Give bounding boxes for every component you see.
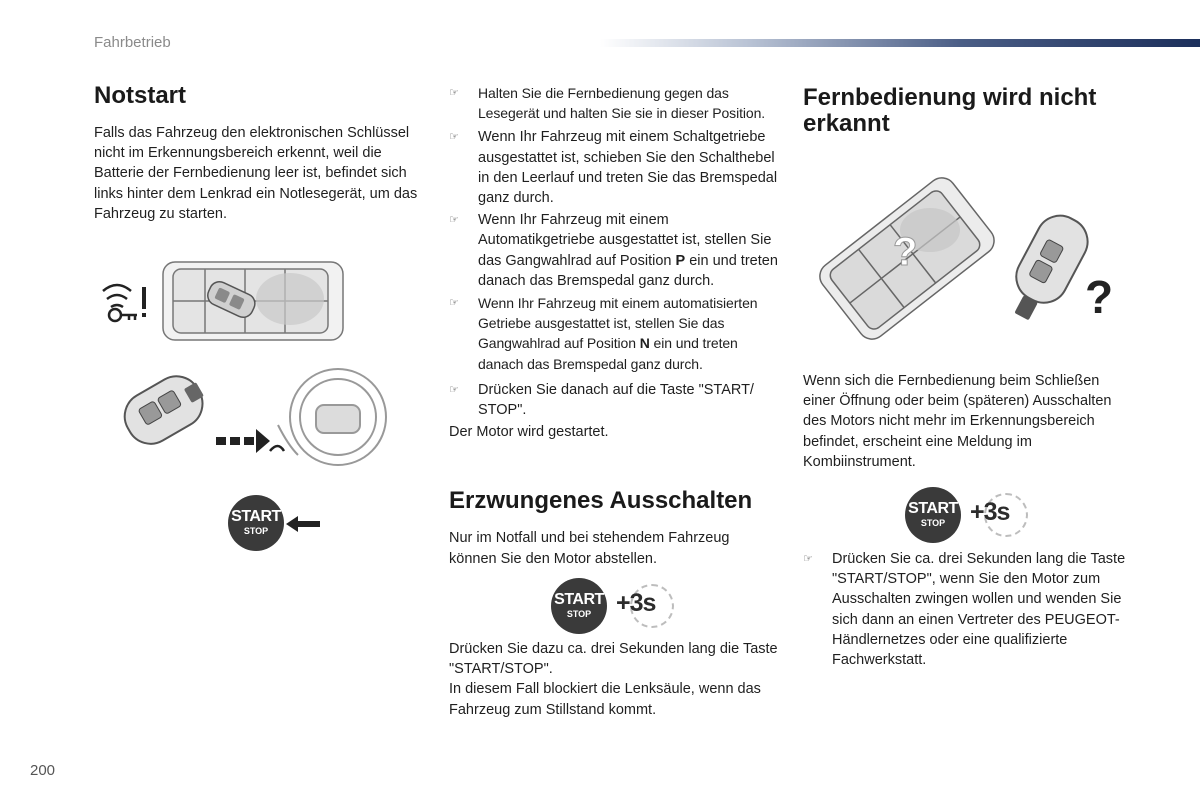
step-hold-remote: ☞ Halten Sie die Fernbedienung gegen das Lesegerät und halten Sie sie in dieser Position. (449, 85, 766, 122)
emergency-reader-illustration (108, 355, 390, 495)
hand-pointer-icon: ☞ (449, 214, 459, 227)
forced-shutdown-text-1: Drücken Sie dazu ca. drei Sekunden lang die Taste "START/STOP". (449, 641, 778, 678)
stop-label: STOP (920, 518, 946, 528)
notstart-title: Notstart (94, 82, 187, 109)
keyless-reader-illustration (95, 255, 355, 355)
column-notstart (94, 80, 424, 224)
plus-3-seconds-icon (970, 493, 1022, 537)
remote-not-detected-text (803, 371, 1128, 472)
forced-shutdown-title: Erzwungenes Ausschalten (449, 487, 753, 515)
page-number: 200 (30, 762, 56, 779)
key-fob-icon (998, 207, 1096, 329)
start-label: START (554, 591, 604, 608)
force-shutdown-instruction (803, 549, 1133, 672)
start-label: START (908, 500, 958, 517)
remote-not-detected-title: Fernbedienung wird nicht erkannt (803, 84, 1097, 137)
plus-3s-label: +3s (970, 498, 1010, 526)
step-automatic-gearbox: ☞ Wenn Ihr Fahrzeug mit einem Automatikgetriebe ausgestattet ist, stellen Sie das Gangwahlrad auf Position P ein und treten danach das Bremspedal ganz durch. (449, 212, 778, 289)
step-automated-gearbox: ☞ Wenn Ihr Fahrzeug mit einem automatisierten Getriebe ausgestattet ist, stellen Sie das Gangwahlrad auf Position N ein und treten danach das Bremspedal ganz durch. (449, 295, 758, 372)
stop-label: STOP (243, 526, 269, 536)
steering-wheel-icon (278, 369, 386, 465)
step-press-start: ☞ Drücken Sie danach auf die Taste "START/ STOP". (449, 381, 754, 419)
hand-pointer-icon: ☞ (449, 131, 459, 144)
plus-3s-label: +3s (616, 589, 656, 617)
column-steps (449, 83, 779, 569)
hand-pointer-icon: ☞ (449, 297, 459, 310)
plus-3-seconds-icon (616, 584, 668, 628)
remote-not-detected-paragraph: Wenn sich die Fernbedienung beim Schließen einer Öffnung oder beim (späteren) Ausschalten des Motors nicht mehr im Erkennungsbereich befindet, erscheint eine Meldung im Kombiinstrument. (803, 373, 1112, 470)
forced-shutdown-instructions (449, 639, 779, 720)
start-stop-button-icon (551, 578, 607, 634)
column-remote-not-detected (803, 85, 1143, 137)
forced-shutdown-paragraph: Nur im Notfall und bei stehendem Fahrzeug können Sie den Motor abstellen. (449, 530, 730, 567)
exclamation-bar (142, 287, 146, 309)
start-stop-button-icon (228, 495, 284, 551)
start-label: START (231, 508, 281, 525)
detection-zone (256, 273, 324, 325)
step-force-shutdown: ☞ Drücken Sie ca. drei Sekunden lang die Taste "START/STOP", wenn Sie den Motor zum Ausschalten zwingen wollen und wenden Sie sich dann an einen Vertreter des PEUGEOT-Händlernetzes oder eine qualifizierte Fachwerkstatt. (803, 551, 1126, 669)
hand-pointer-icon: ☞ (803, 553, 813, 565)
start-stop-button-icon (905, 487, 961, 543)
remote-not-detected-illustration (815, 160, 1125, 350)
notstart-paragraph: Falls das Fahrzeug den elektronischen Schlüssel nicht im Erkennungsbereich erkennt, weil die Batterie der Fernbedienung leer ist, befindet sich links hinter dem Lenkrad ein Notlesegerät, um das Fahrzeug zu starten. (94, 124, 418, 222)
keyless-signal-icon (103, 285, 137, 321)
header-gradient-bar (600, 39, 1200, 47)
hand-pointer-icon: ☞ (449, 87, 459, 99)
section-header: Fahrbetrieb (94, 34, 171, 51)
arrow-left-icon (286, 514, 322, 534)
exclamation-dot (142, 313, 146, 317)
engine-started-text: Der Motor wird gestartet. (449, 424, 609, 441)
reader-marker-icon (270, 446, 284, 451)
dashed-arrow-icon (216, 429, 270, 453)
forced-shutdown-text-2: In diesem Fall blockiert die Lenksäule, wenn das Fahrzeug zum Stillstand kommt. (449, 681, 761, 718)
step-manual-gearbox: ☞ Wenn Ihr Fahrzeug mit einem Schaltgetriebe ausgestattet ist, schieben Sie den Schalthebel in den Leerlauf und treten Sie das Bremspedal ganz durch. (449, 129, 778, 207)
question-mark-in-car: ? (893, 230, 918, 274)
key-fob-icon (116, 367, 213, 453)
hand-pointer-icon: ☞ (449, 383, 459, 396)
stop-label: STOP (566, 609, 592, 619)
question-mark-icon: ? (1085, 271, 1114, 323)
